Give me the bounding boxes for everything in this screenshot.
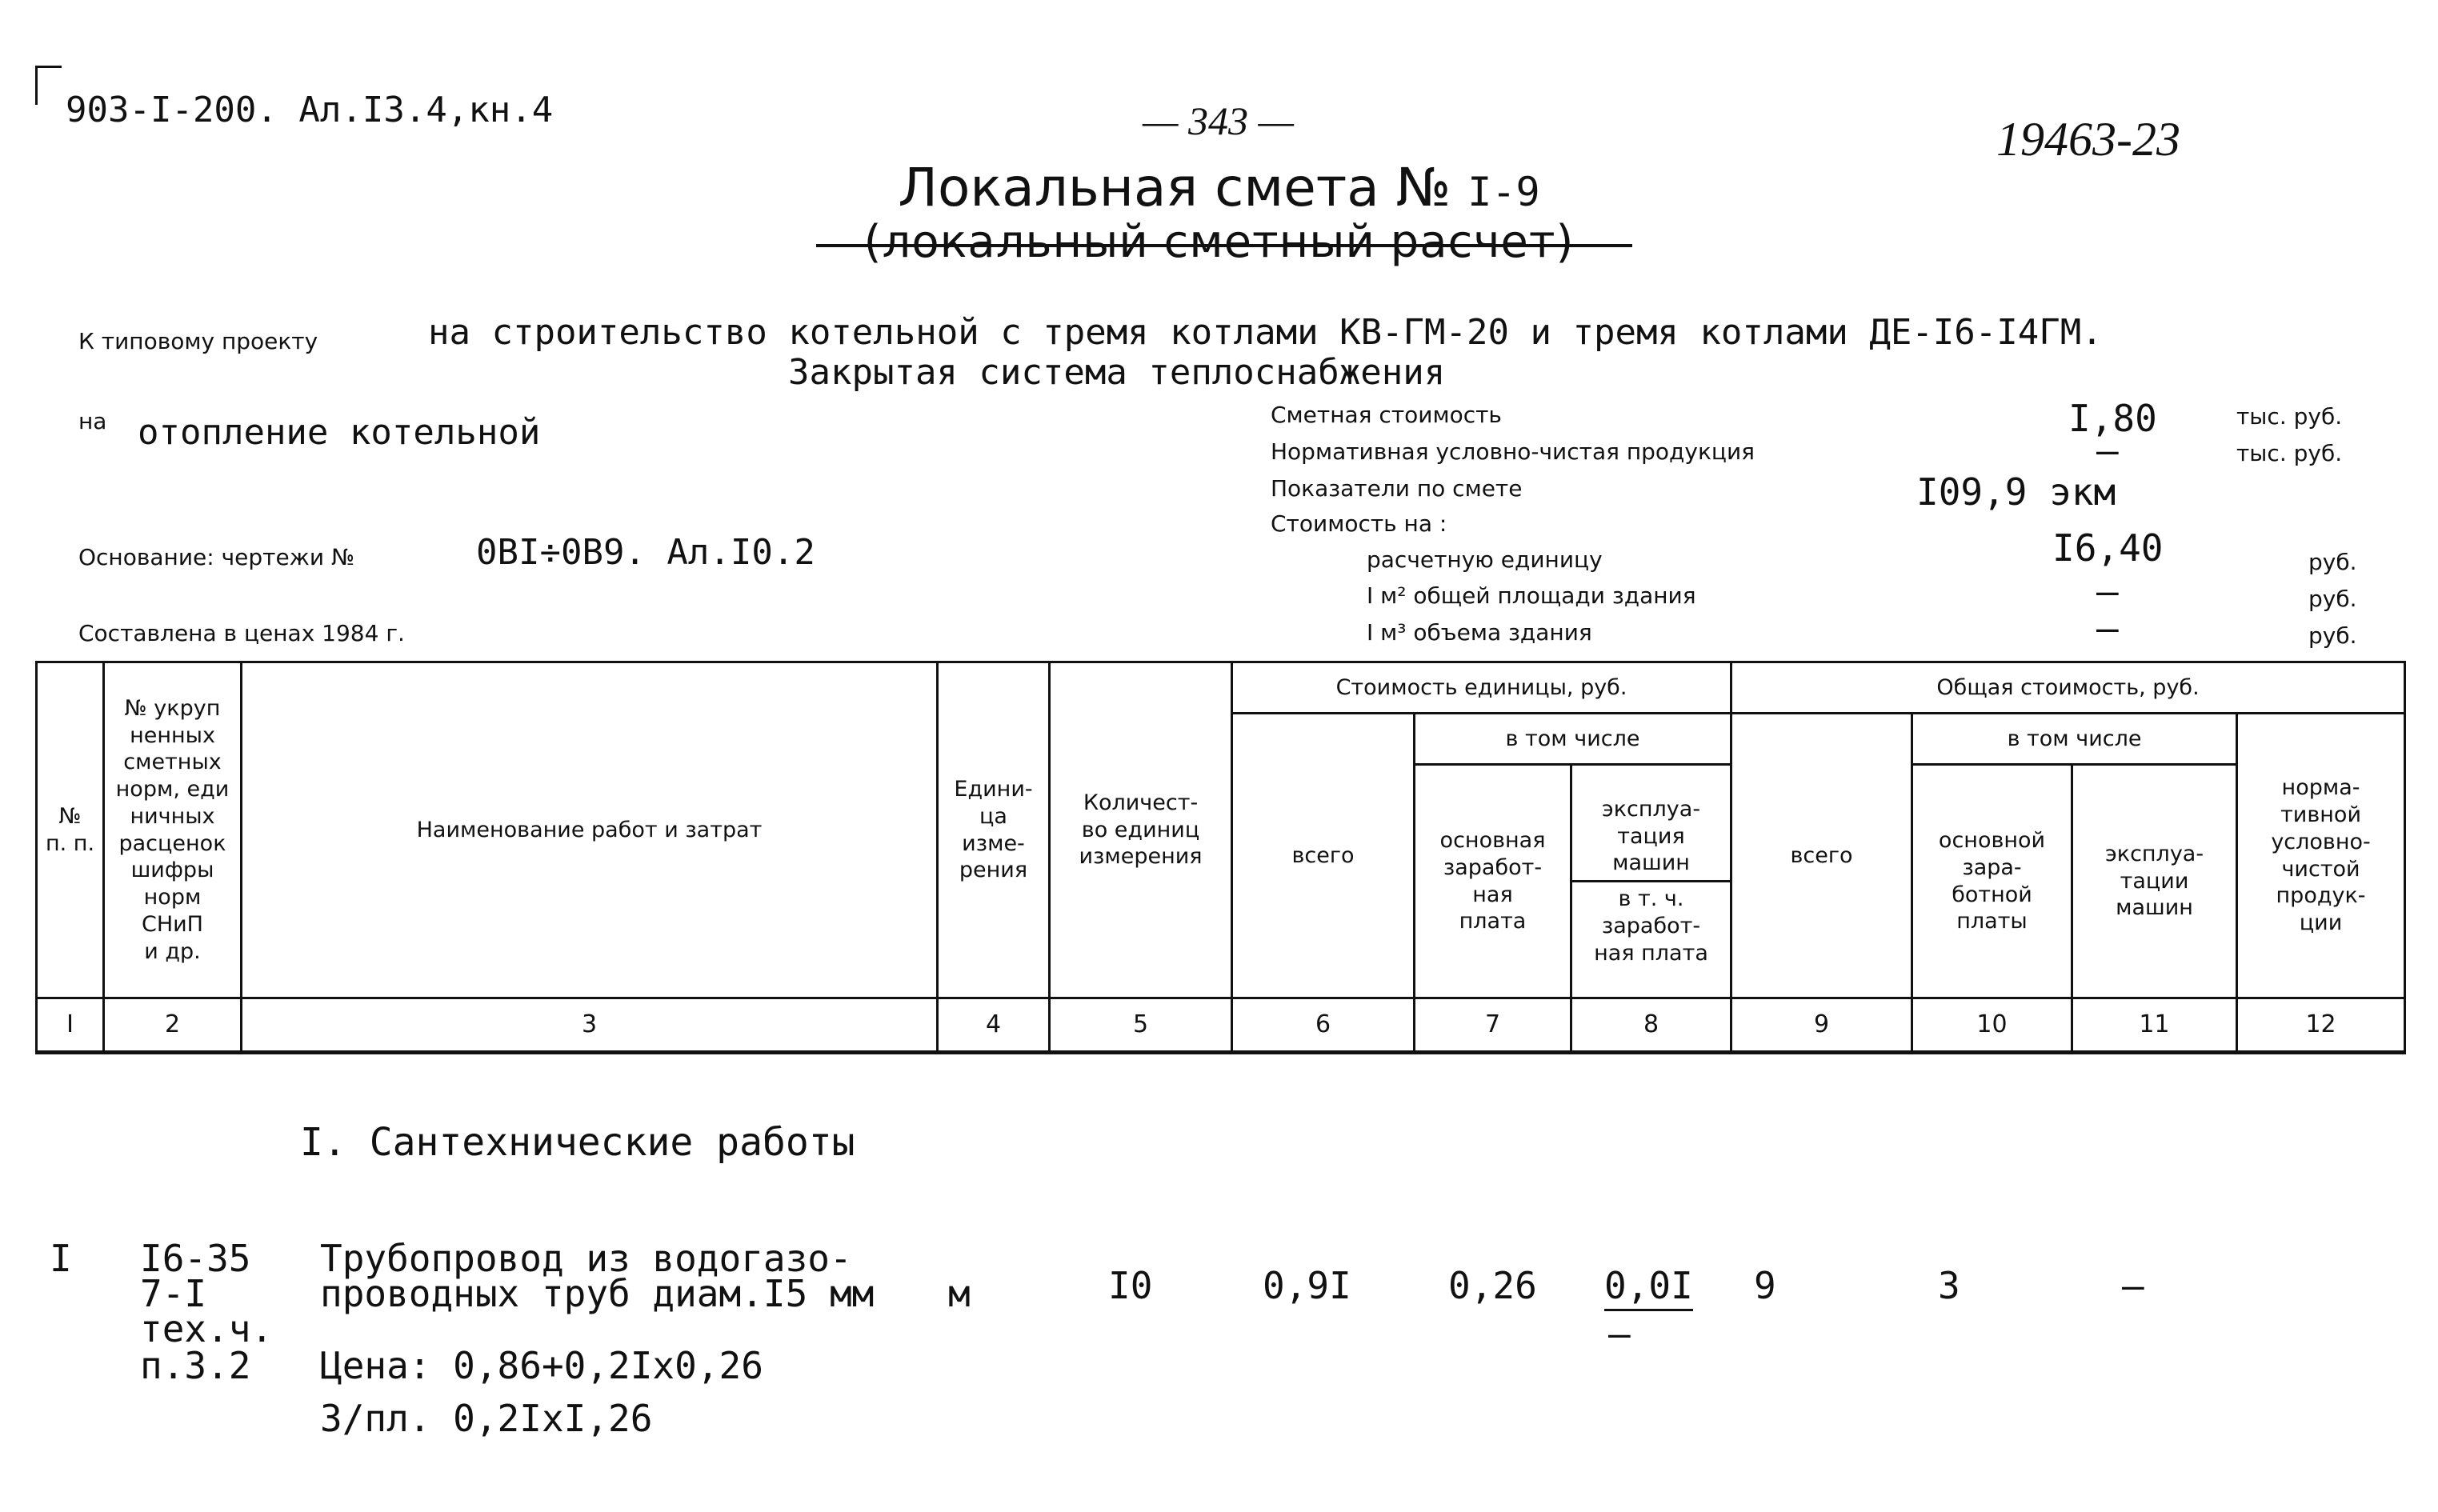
row-total-machine: – (2122, 1264, 2144, 1307)
title-number: I-9 (1467, 169, 1540, 215)
indicators-value: I09,9 экм (1916, 470, 2116, 514)
title-prefix: Локальная смета № (898, 157, 1451, 218)
page-title (0, 157, 2438, 218)
col-total-machine-header: эксплуа- тации машин (2072, 765, 2237, 998)
column-number: 4 (938, 998, 1050, 1053)
unit-cost-group-header: Стоимость единицы, руб. (1232, 662, 1731, 714)
row-price-note: Цена: 0,86+0,2Ix0,26 (320, 1344, 763, 1387)
column-number: 6 (1232, 998, 1415, 1053)
col-code-header: № укруп ненных сметных норм, еди ничных расценок шифры норм СНиП и др. (104, 662, 242, 998)
row-unit-total: 0,9I (1263, 1264, 1351, 1307)
subtitle-strikethrough (816, 244, 1632, 247)
col-total-normative-header: норма- тивной условно- чистой продук- ции (2237, 714, 2405, 998)
per-area-value: – (2096, 570, 2119, 613)
machine-header-top: эксплуа- тация машин (1572, 793, 1730, 882)
per-unit-value: I6,40 (2052, 526, 2164, 570)
project-prefix: К типовому проекту (78, 328, 318, 354)
total-including-header: в том числе (1912, 714, 2237, 765)
col-unit-total-header: всего (1232, 714, 1415, 998)
per-volume-label: I м³ объема здания (1367, 619, 1592, 646)
estimated-cost-label: Сметная стоимость (1271, 402, 1502, 428)
estimated-cost-value: I,80 (2068, 397, 2157, 440)
normative-unit: тыс. руб. (2236, 440, 2343, 466)
compiled-label: Составлена в ценах 1984 г. (78, 620, 405, 646)
row-name-line1: Трубопровод из водогазо- (320, 1237, 852, 1280)
per-area-label: I м² общей площади здания (1367, 582, 1696, 609)
estimate-table (35, 661, 2406, 1054)
page-number: — 343 — (1143, 98, 1294, 143)
row-unit-machine: 0,0I (1604, 1264, 1693, 1311)
column-number: I (37, 998, 104, 1053)
section-title: I. Сантехнические работы (300, 1120, 855, 1165)
row-unit-wage: 0,26 (1448, 1264, 1537, 1307)
col-total-header: всего (1731, 714, 1912, 998)
corner-mark (35, 66, 62, 105)
project-text: на строительство котельной с тремя котлами КВ-ГМ-20 и тремя котлами ДЕ-I6-I4ГМ. (428, 312, 2103, 353)
purpose-text: отопление котельной (138, 412, 541, 453)
subtitle-struck: (локальный сметный расчет) (863, 216, 1575, 268)
column-number: 11 (2072, 998, 2237, 1053)
row-wage-note: З/пл. 0,2IxI,26 (320, 1397, 653, 1440)
col-unit-header: Едини- ца изме- рения (938, 662, 1050, 998)
col-num-header: № п. п. (37, 662, 104, 998)
unit-including-header: в том числе (1415, 714, 1731, 765)
row-quantity: I0 (1108, 1264, 1153, 1307)
project-text-line2: Закрытая система теплоснабжения (788, 352, 1446, 393)
row-unit-machine-wage: – (1608, 1312, 1631, 1355)
row-code-line2: 7-I (140, 1272, 207, 1315)
row-total-wage: 3 (1938, 1264, 1960, 1307)
column-number: 3 (242, 998, 938, 1053)
per-volume-unit: руб. (2308, 622, 2357, 649)
archive-number: 19463-23 (1996, 113, 2180, 166)
per-unit-label: расчетную единицу (1367, 546, 1603, 573)
column-number: 7 (1415, 998, 1571, 1053)
col-qty-header: Количест- во единиц измерения (1050, 662, 1232, 998)
row-code-line3: тех.ч. (140, 1307, 274, 1350)
total-cost-group-header: Общая стоимость, руб. (1731, 662, 2405, 714)
row-name-line2: проводных труб диам.I5 мм (320, 1272, 875, 1315)
indicators-label: Показатели по смете (1271, 475, 1523, 502)
per-area-unit: руб. (2308, 586, 2357, 612)
per-unit-unit: руб. (2308, 549, 2357, 575)
basis-label: Основание: чертежи № (78, 544, 355, 570)
col-name-header: Наименование работ и затрат (242, 662, 938, 998)
basis-value: 0BI÷0B9. Ал.I0.2 (476, 532, 815, 573)
col-unit-wage-header: основная заработ- ная плата (1415, 765, 1571, 998)
column-number: 2 (104, 998, 242, 1053)
row-unit: м (948, 1272, 971, 1315)
column-number: 9 (1731, 998, 1912, 1053)
row-code-line4: п.3.2 (140, 1344, 251, 1387)
cost-per-label: Стоимость на : (1271, 510, 1447, 537)
purpose-prefix: на (78, 408, 107, 434)
row-total: 9 (1754, 1264, 1776, 1307)
column-number: 8 (1571, 998, 1731, 1053)
normative-value: – (2096, 429, 2119, 472)
col-unit-machine-header (1571, 765, 1731, 998)
per-volume-value: – (2096, 606, 2119, 650)
estimated-cost-unit: тыс. руб. (2236, 403, 2343, 430)
document-code: 903-I-200. Ал.I3.4,кн.4 (66, 90, 554, 130)
col-total-wage-header: основной зара- ботной платы (1912, 765, 2072, 998)
machine-header-bottom: в т. ч. заработ- ная плата (1594, 886, 1708, 966)
normative-label: Нормативная условно-чистая продукция (1271, 438, 1755, 465)
column-number: 5 (1050, 998, 1232, 1053)
column-number: 10 (1912, 998, 2072, 1053)
column-number: 12 (2237, 998, 2405, 1053)
row-code-line1: I6-35 (140, 1237, 251, 1280)
row-num: I (50, 1237, 72, 1280)
